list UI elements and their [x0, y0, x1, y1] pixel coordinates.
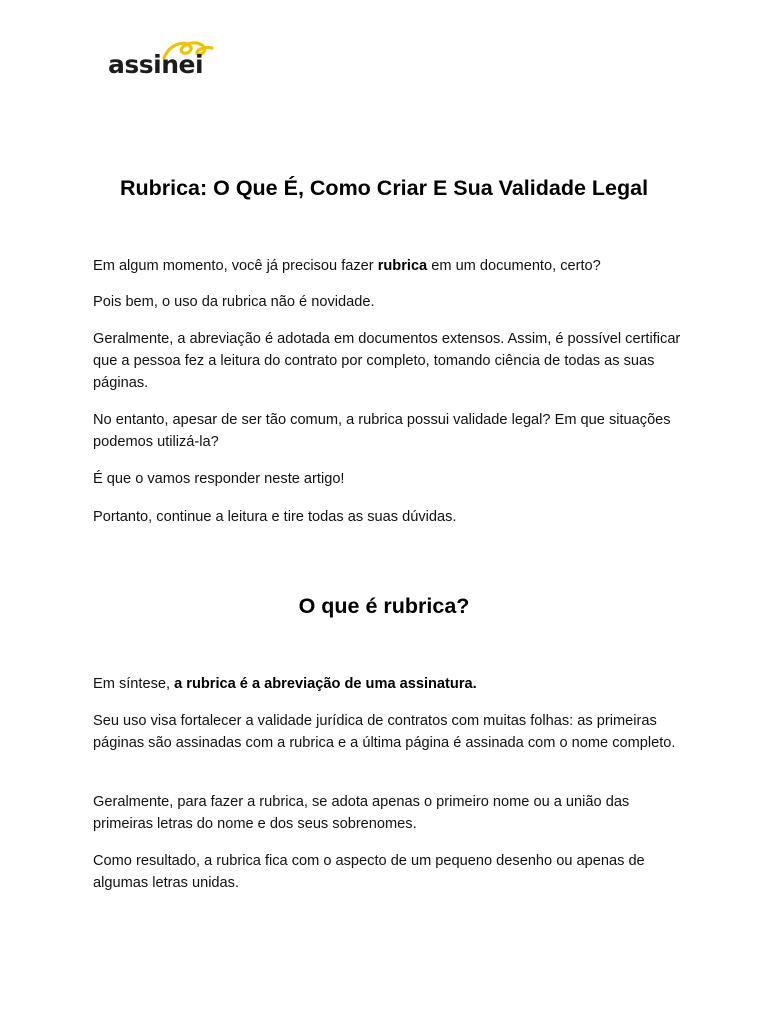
emphasis-text: rubrica	[377, 258, 428, 274]
section-paragraph-1: Em síntese, a rubrica é a abreviação de uma assinatura.	[93, 676, 477, 692]
intro-paragraph-1: Em algum momento, você já precisou fazer rubrica em um documento, certo?	[93, 258, 601, 274]
section-paragraph-2: Seu uso visa fortalecer a validade jurídica de contratos com muitas folhas: as primeiras páginas são assinadas com a rubrica e a última página é assinada com o nome completo.	[93, 713, 676, 751]
intro-paragraph-5: É que o vamos responder neste artigo!	[93, 471, 345, 487]
intro-paragraph-6: Portanto, continue a leitura e tire todas as suas dúvidas.	[93, 509, 457, 525]
section-heading: O que é rubrica?	[298, 594, 470, 618]
intro-paragraph-4: No entanto, apesar de ser tão comum, a rubrica possui validade legal? Em que situações podemos utilizá-la?	[93, 412, 671, 450]
intro-paragraph-3: Geralmente, a abreviação é adotada em documentos extensos. Assim, é possível certificar que a pessoa fez a leitura do contrato por completo, tomando ciência de todas as suas páginas.	[93, 331, 681, 391]
article-title: Rubrica: O Que É, Como Criar E Sua Validade Legal	[119, 176, 649, 200]
emphasis-text: a rubrica é a abreviação de uma assinatura.	[174, 676, 477, 692]
intro-paragraph-2: Pois bem, o uso da rubrica não é novidade.	[93, 294, 375, 310]
section-paragraph-4: Como resultado, a rubrica fica com o aspecto de um pequeno desenho ou apenas de algumas letras unidas.	[93, 853, 645, 891]
brand-name: assinei	[108, 50, 204, 79]
section-paragraph-3: Geralmente, para fazer a rubrica, se adota apenas o primeiro nome ou a união das primeiras letras do nome e dos seus sobrenomes.	[93, 794, 630, 832]
brand-logo	[108, 38, 218, 82]
